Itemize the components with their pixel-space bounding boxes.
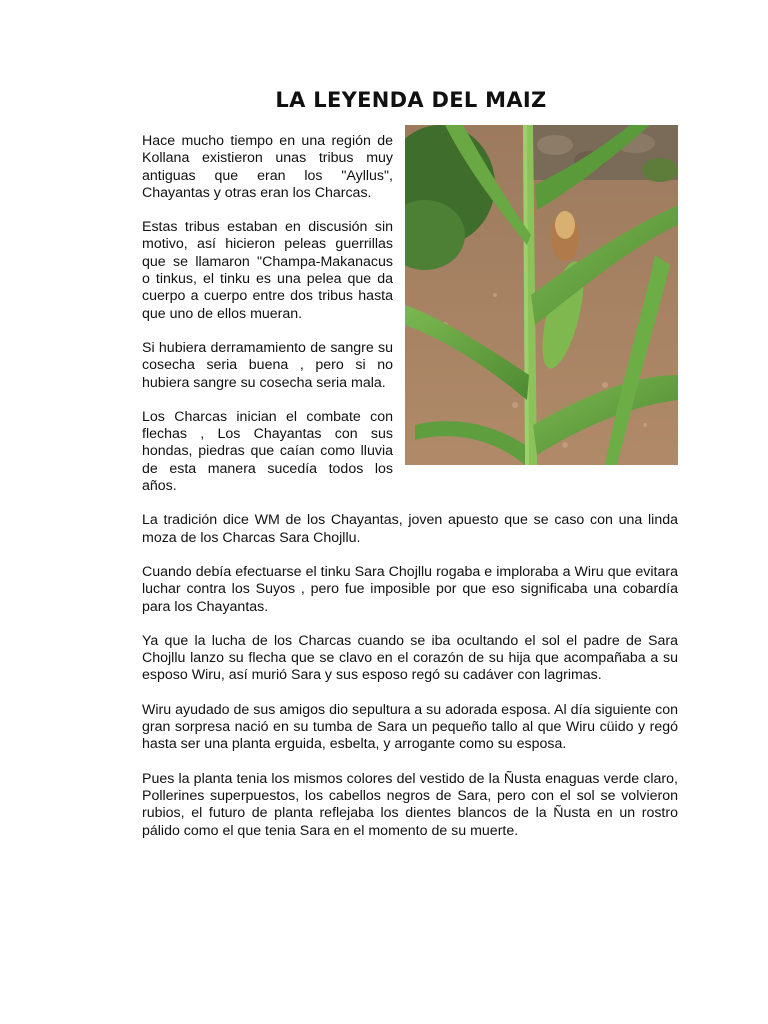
corn-plant-photo [405, 125, 678, 465]
document-title: LA LEYENDA DEL MAIZ [275, 88, 547, 112]
paragraph-7: Ya que la lucha de los Charcas cuando se iba ocultando el sol el padre de Sara Chojllu lanzo su flecha que se clavo en el corazón de su hija que acompañaba a su esposo Wiru, así murió Sara y sus esposo regó su cadáver con lagrimas. [142, 632, 678, 684]
paragraph-9: Pues la planta tenia los mismos colores del vestido de la Ñusta enaguas verde claro, Pollerines superpuestos, los cabellos negros de Sara, pero con el sol se volvieron rubios, el futuro de planta reflejaba los dientes blancos de la Ñusta en un rostro pálido como el que tenia Sara en el momento de su muerte. [142, 770, 678, 839]
paragraph-4: Los Charcas inician el combate con flechas , Los Chayantas con sus hondas, piedras que caían como lluvia de esta manera sucedía todos los años. [142, 408, 393, 495]
paragraph-3: Si hubiera derramamiento de sangre su cosecha seria buena , pero si no hubiera sangre su cosecha seria mala. [142, 339, 393, 391]
corn-plant-illustration [405, 125, 678, 465]
paragraph-6: Cuando debía efectuarse el tinku Sara Chojllu rogaba e imploraba a Wiru que evitara luchar contra los Suyos , pero fue imposible por que eso significaba una cobardía para los Chayantas. [142, 563, 678, 615]
paragraph-2: Estas tribus estaban en discusión sin motivo, así hicieron peleas guerrillas que se llamaron "Champa-Makanacus o tinkus, el tinku es una pelea que da cuerpo a cuerpo entre dos tribus hasta que uno de ellos mueran. [142, 219, 393, 322]
paragraph-1: Hace mucho tiempo en una región de Kollana existieron unas tribus muy antiguas que eran los "Ayllus", Chayantas y otras eran los Charcas. [142, 133, 393, 201]
paragraph-5: La tradición dice WM de los Chayantas, joven apuesto que se caso con una linda moza de los Charcas Sara Chojllu. [142, 512, 678, 546]
paragraph-8: Wiru ayudado de sus amigos dio sepultura a su adorada esposa. Al día siguiente con gran sorpresa nació en su tumba de Sara un pequeño tallo al que Wiru cüido y regó hasta ser una planta erguida, esbelta, y arrogante como su esposa. [142, 701, 678, 753]
document-body [142, 133, 678, 857]
